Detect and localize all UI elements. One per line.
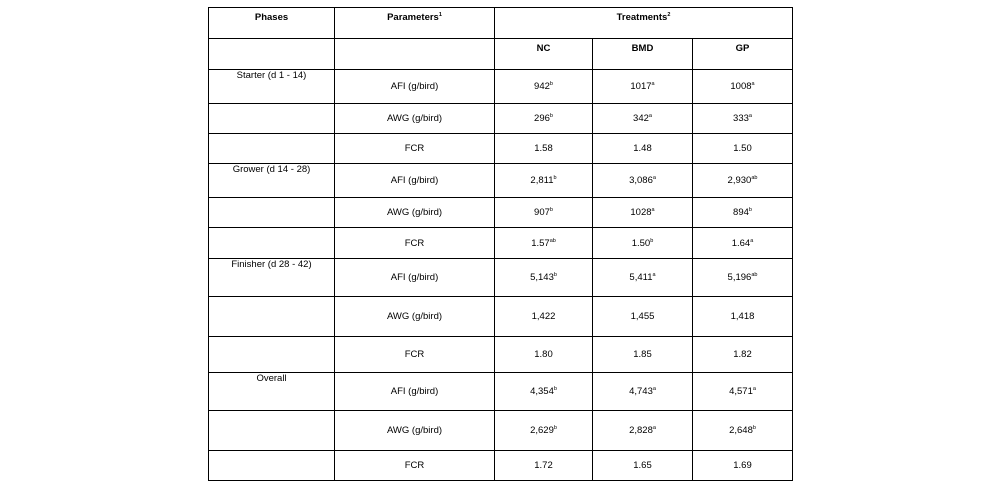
- header-treatments: Treatments$^2$: [495, 8, 793, 39]
- table-row: [209, 164, 793, 198]
- value-cell-bmd: [593, 411, 693, 451]
- parameter-cell: AWG (g/bird): [335, 297, 495, 337]
- significance-letter: b: [553, 385, 557, 392]
- significance-letter: a: [648, 112, 652, 119]
- value-nc: 1.72: [534, 460, 553, 471]
- value-cell-gp: [693, 104, 793, 134]
- value-cell-bmd: [593, 228, 693, 259]
- value-gp: 1.82: [733, 349, 752, 360]
- table-row: [209, 198, 793, 228]
- significance-letter: ab: [751, 174, 758, 181]
- parameter-cell: FCR: [335, 337, 495, 373]
- significance-letter: b: [553, 424, 557, 431]
- value-bmd: 1.50: [631, 237, 651, 249]
- significance-letter: ab: [751, 271, 758, 278]
- parameter-cell: FCR: [335, 134, 495, 164]
- value-gp: 1.64: [731, 237, 751, 249]
- phase-cell: Overall: [209, 373, 335, 411]
- significance-letter: b: [553, 174, 557, 181]
- significance-letter: a: [750, 237, 754, 244]
- value-cell-bmd: [593, 337, 693, 373]
- table-row: [209, 134, 793, 164]
- value-nc: 942: [534, 81, 550, 92]
- value-gp: 5,196: [727, 272, 752, 283]
- value-cell-gp: [693, 228, 793, 259]
- significance-letter: a: [652, 385, 656, 392]
- value-cell-bmd: [593, 198, 693, 228]
- significance-letter: b: [650, 237, 654, 244]
- results-table: [208, 7, 793, 481]
- value-nc: 2,629: [530, 425, 554, 436]
- parameter-cell: AFI (g/bird): [335, 373, 495, 411]
- significance-letter: b: [549, 80, 553, 87]
- value-bmd: 1.85: [633, 349, 652, 360]
- header-nc: NC: [495, 39, 593, 70]
- phase-cell: [209, 228, 335, 259]
- value-cell-gp: [693, 164, 793, 198]
- parameters-footnote-mark: 1: [438, 11, 442, 18]
- parameter-cell: AWG (g/bird): [335, 198, 495, 228]
- table-row: [209, 104, 793, 134]
- parameter-cell: AWG (g/bird): [335, 411, 495, 451]
- value-cell-bmd: [593, 134, 693, 164]
- value-cell-gp: [693, 134, 793, 164]
- value-nc: 1,422: [531, 311, 556, 322]
- value-gp: 1.50: [733, 143, 752, 154]
- value-cell-bmd: [593, 259, 693, 297]
- table-row: [209, 70, 793, 104]
- value-cell-nc: [495, 259, 593, 297]
- significance-letter: a: [652, 174, 656, 181]
- value-bmd: 4,743: [629, 386, 653, 397]
- value-bmd: 1.65: [633, 460, 652, 471]
- significance-letter: a: [651, 206, 655, 213]
- parameter-cell: FCR: [335, 228, 495, 259]
- phase-cell: [209, 451, 335, 481]
- significance-letter: b: [553, 271, 557, 278]
- parameter-cell: AFI (g/bird): [335, 164, 495, 198]
- phase-cell: [209, 297, 335, 337]
- value-cell-bmd: [593, 104, 693, 134]
- value-cell-nc: [495, 297, 593, 337]
- value-gp: 1008: [730, 81, 752, 92]
- phase-cell: [209, 134, 335, 164]
- value-cell-gp: [693, 198, 793, 228]
- value-cell-gp: [693, 259, 793, 297]
- table-row: [209, 297, 793, 337]
- significance-letter: a: [748, 112, 752, 119]
- significance-letter: a: [651, 80, 655, 87]
- header-gp: GP: [693, 39, 793, 70]
- phase-cell: [209, 411, 335, 451]
- subheader-row: [209, 39, 793, 70]
- table-row: [209, 259, 793, 297]
- value-gp: 894: [733, 207, 749, 218]
- value-bmd: 1,455: [630, 311, 655, 322]
- value-nc: 1.57: [531, 237, 550, 249]
- value-cell-gp: [693, 337, 793, 373]
- value-bmd: 3,086: [629, 175, 653, 186]
- significance-letter: b: [549, 206, 553, 213]
- table-row: [209, 411, 793, 451]
- table-row: [209, 337, 793, 373]
- value-cell-bmd: [593, 70, 693, 104]
- value-gp: 1,418: [730, 311, 755, 322]
- value-bmd: 1.48: [633, 143, 652, 154]
- parameter-cell: AFI (g/bird): [335, 70, 495, 104]
- table-row: [209, 373, 793, 411]
- value-cell-gp: [693, 70, 793, 104]
- value-bmd: 2,828: [629, 425, 653, 436]
- value-cell-nc: [495, 164, 593, 198]
- value-cell-nc: [495, 411, 593, 451]
- value-gp: 2,930: [727, 175, 752, 186]
- value-nc: 1.80: [534, 349, 553, 360]
- value-nc: 296: [534, 113, 550, 124]
- table-row: [209, 451, 793, 481]
- phase-cell: Grower (d 14 - 28): [209, 164, 335, 198]
- value-cell-nc: [495, 104, 593, 134]
- value-nc: 5,143: [530, 272, 554, 283]
- header-parameters: Parameters$^1$: [335, 8, 495, 39]
- phase-cell: [209, 104, 335, 134]
- treatments-footnote-mark: 2: [667, 11, 671, 18]
- parameter-cell: AFI (g/bird): [335, 259, 495, 297]
- header-phases: Phases: [209, 8, 335, 39]
- value-nc: 2,811: [530, 175, 554, 186]
- value-gp: 4,571: [729, 386, 753, 397]
- value-cell-bmd: [593, 164, 693, 198]
- significance-letter: a: [751, 80, 755, 87]
- value-bmd: 5,411: [629, 272, 653, 283]
- value-nc: 907: [534, 207, 550, 218]
- parameter-cell: AWG (g/bird): [335, 104, 495, 134]
- significance-letter: b: [752, 424, 756, 431]
- phase-cell: Starter (d 1 - 14): [209, 70, 335, 104]
- significance-letter: b: [748, 206, 752, 213]
- value-cell-gp: [693, 411, 793, 451]
- significance-letter: b: [549, 112, 553, 119]
- value-nc: 4,354: [530, 386, 554, 397]
- value-cell-bmd: [593, 297, 693, 337]
- value-nc: 1.58: [534, 143, 553, 154]
- subheader-blank-phase: [209, 39, 335, 70]
- value-gp: 1.69: [733, 460, 752, 471]
- significance-letter: a: [652, 271, 656, 278]
- value-bmd: 1017: [630, 81, 652, 92]
- parameter-cell: FCR: [335, 451, 495, 481]
- value-cell-nc: [495, 134, 593, 164]
- header-bmd: BMD: [593, 39, 693, 70]
- header-row: [209, 8, 793, 39]
- value-cell-nc: [495, 228, 593, 259]
- value-cell-bmd: [593, 451, 693, 481]
- value-cell-nc: [495, 337, 593, 373]
- value-cell-nc: [495, 70, 593, 104]
- significance-letter: a: [652, 424, 656, 431]
- value-gp: 2,648: [729, 425, 753, 436]
- value-cell-gp: [693, 297, 793, 337]
- value-cell-nc: [495, 451, 593, 481]
- phase-cell: [209, 337, 335, 373]
- significance-letter: a: [752, 385, 756, 392]
- value-gp: 333: [733, 113, 749, 124]
- value-cell-nc: [495, 373, 593, 411]
- value-cell-bmd: [593, 373, 693, 411]
- phase-cell: [209, 198, 335, 228]
- value-cell-gp: [693, 373, 793, 411]
- subheader-blank-param: [335, 39, 495, 70]
- significance-letter: ab: [549, 237, 556, 244]
- phase-cell: Finisher (d 28 - 42): [209, 259, 335, 297]
- value-bmd: 1028: [630, 207, 652, 218]
- value-bmd: 342: [633, 113, 649, 124]
- value-cell-nc: [495, 198, 593, 228]
- value-cell-gp: [693, 451, 793, 481]
- table-row: [209, 228, 793, 259]
